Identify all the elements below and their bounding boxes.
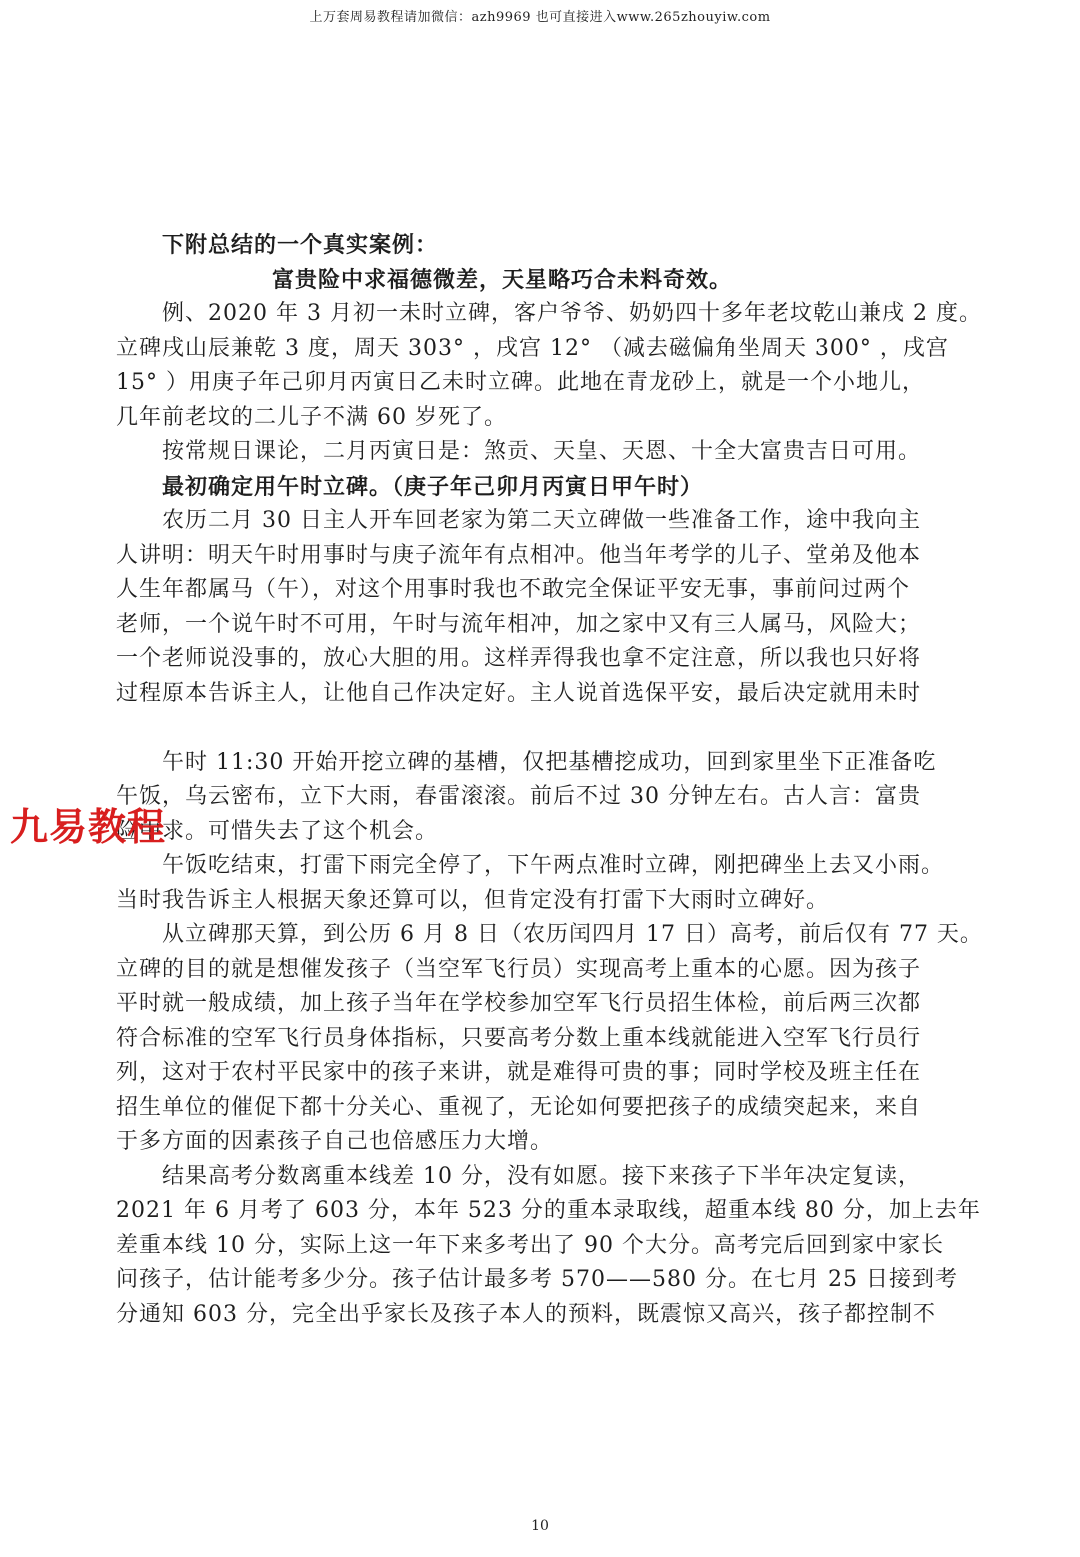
paragraph-line: 列，这对于农村平民家中的孩子来讲，就是难得可贵的事；同时学校及班主任在: [116, 1060, 922, 1085]
case-title: 富贵险中求福德微差，天星略巧合未料奇效。: [272, 266, 733, 293]
paragraph-line: 老师，一个说午时不可用，午时与流年相冲，加之家中又有三人属马，风险大；: [116, 611, 922, 637]
paragraph-line: 15° ）用庚子年己卯月丙寅日乙未时立碑。此地在青龙砂上，就是一个小地儿，: [116, 370, 925, 395]
paragraph-line: 午饭，乌云密布，立下大雨，春雷滚滚。前后不过 30 分钟左右。古人言：富贵: [116, 784, 921, 809]
paragraph-line: 问孩子，估计能考多少分。孩子估计最多考 570——580 分。在七月 25 日接到考: [116, 1267, 958, 1292]
paragraph-line: 几年前老坟的二儿子不满 60 岁死了。: [116, 404, 507, 430]
paragraph-line: 过程原本告诉主人，让他自己作决定好。主人说首选保平安，最后决定就用未时: [116, 680, 922, 706]
paragraph-line: 招生单位的催促下都十分关心、重视了，无论如何要把孩子的成绩突起来，来自: [116, 1094, 922, 1120]
paragraph-gap: [116, 711, 1000, 746]
paragraph-line: 险中求。可惜失去了这个机会。: [116, 818, 439, 844]
paragraph-line: 平时就一般成绩，加上孩子当年在学校参加空军飞行员招生体检，前后两三次都: [116, 991, 922, 1016]
paragraph-line: 2021 年 6 月考了 603 分，本年 523 分的重本录取线，超重本线 80 分，加上去年: [116, 1198, 981, 1223]
paragraph-line: 按常规日课论，二月丙寅日是：煞贡、天皇、天恩、十全大富贵吉日可用。: [162, 439, 922, 464]
paragraph-line: 从立碑那天算，到公历 6 月 8 日（农历闰四月 17 日）高考，前后仅有 77 天。: [162, 922, 983, 947]
paragraph-line: 分通知 603 分，完全出乎家长及孩子本人的预料，既震惊又高兴，孩子都控制不: [116, 1301, 936, 1327]
paragraph-line: 符合标准的空军飞行员身体指标，只要高考分数上重本线就能进入空军飞行员行: [116, 1025, 922, 1051]
intro-heading: 下附总结的一个真实案例：: [162, 232, 439, 258]
paragraph-line: 人讲明：明天午时用事时与庚子流年有点相冲。他当年考学的儿子、堂弟及他本: [116, 542, 922, 568]
paragraph-line: 午时 11:30 开始开挖立碑的基槽，仅把基槽挖成功，回到家里坐下正准备吃: [162, 749, 937, 775]
paragraph-line: 当时我告诉主人根据天象还算可以，但肯定没有打雷下大雨时立碑好。: [116, 887, 830, 913]
header-banner: 上万套周易教程请加微信：azh9969 也可直接进入www.265zhouyiw.com: [309, 10, 771, 25]
document-body: [116, 228, 1000, 1332]
paragraph-line: 例、2020 年 3 月初一未时立碑，客户爷爷、奶奶四十多年老坟乾山兼戌 2 度。: [162, 301, 982, 326]
paragraph-line: 立碑的目的就是想催发孩子（当空军飞行员）实现高考上重本的心愿。因为孩子: [116, 956, 922, 982]
paragraph-line: 差重本线 10 分，实际上这一年下来多考出了 90 个大分。高考完后回到家中家长: [116, 1232, 944, 1258]
paragraph-line: 于多方面的因素孩子自己也倍感压力大增。: [116, 1129, 554, 1154]
page-number: 10: [531, 1518, 549, 1534]
paragraph-line: 立碑戌山辰兼乾 3 度，周天 303° ，戌宫 12° （减去磁偏角坐周天 300° ，戌宫: [116, 335, 949, 361]
paragraph-line: 人生年都属马（午），对这个用事时我也不敢完全保证平安无事，事前问过两个: [116, 577, 911, 602]
paragraph-line: 午饭吃结束，打雷下雨完全停了，下午两点准时立碑，刚把碑坐上去又小雨。: [162, 853, 945, 878]
paragraph-line: 最初确定用午时立碑。（庚子年己卯月丙寅日甲午时）: [162, 473, 704, 500]
paragraph-line: 结果高考分数离重本线差 10 分，没有如愿。接下来孩子下半年决定复读，: [162, 1163, 921, 1189]
watermark-logo: 九易教程: [10, 805, 167, 849]
paragraph-line: 农历二月 30 日主人开车回老家为第二天立碑做一些准备工作，途中我向主: [162, 508, 921, 533]
paragraph-line: 一个老师说没事的，放心大胆的用。这样弄得我也拿不定注意，所以我也只好将: [116, 646, 922, 671]
